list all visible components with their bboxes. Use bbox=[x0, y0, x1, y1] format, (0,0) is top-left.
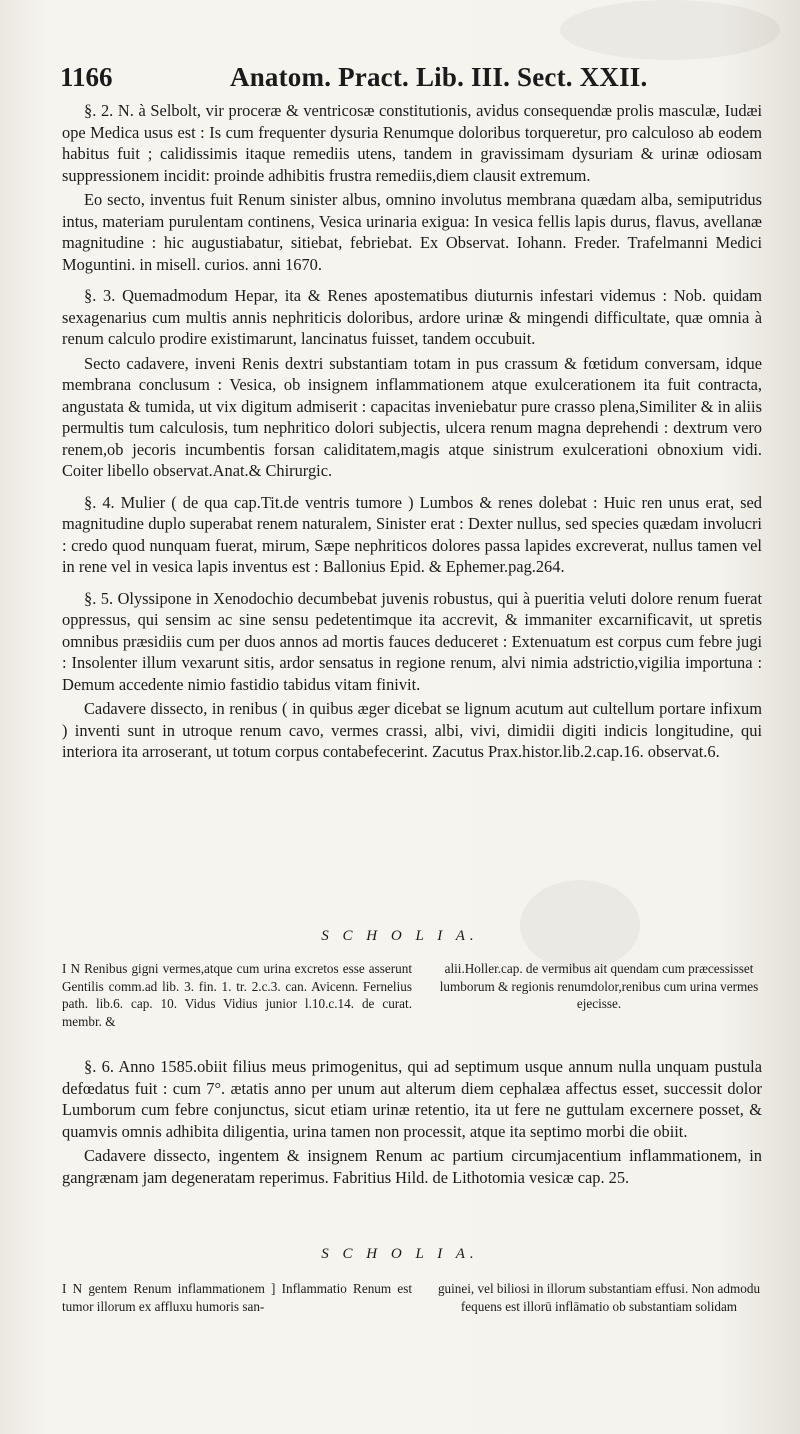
scholia-right-column: alii.Holler.cap. de vermibus ait quendam cum præcessisset lumborum & regionis renumdolor,renibus cum urina vermes ejecisse. bbox=[439, 961, 759, 1011]
paragraph: Secto cadavere, inveni Renis dextri substantiam totam in pus crassum & fœtidum conversam, idque membrana conclusum : Vesica, ob insignem inflammationem atque exulcerationem ita fuit contracta, angustata & tumida, ut vix digitum admiserit : capacitas inveniebatur pure crasso plena,Similiter & in aliis permultis tum calculosis, tum nephritico dolori subjectis, ulcera renum magna deprehendi : dextrum vero renem,ob jecoris incumbentis forsan caliditatem,magis atque sinistrum exulcerationi obnoxium vidi. Coiter libello observat.Anat.& Chirurgic. bbox=[62, 353, 762, 480]
scholia-left-column: I N Renibus gigni vermes,atque cum urina excretos esse asserunt Gentilis comm.ad lib. 3. fin. 1. tr. 2.c.3. can. Avicenn. Fernelius path. lib.6. cap. 10. Vidus Vidius junior l.10.c.14. de curat. membr. & bbox=[62, 961, 412, 1029]
paragraph: §. 6. Anno 1585.obiit filius meus primogenitus, qui ad septimum usque annum nulla unquam pustula defœdatus fuit : cum 7°. ætatis anno per unum aut alterum diem cephalæa affectus esset, successit dolor Lumborum cum febre conjunctus, sicut etiam urinæ retentio, ita ut fere ne guttulam excernere posset, & quamvis omnis adhibita diligentia, urina tamen non processit, atque ita septimo morbi die obiit. bbox=[62, 1057, 762, 1141]
page-header bbox=[60, 62, 780, 96]
paper-stain bbox=[560, 0, 780, 60]
paragraph: §. 3. Quemadmodum Hepar, ita & Renes apostematibus diuturnis infestari videmus : Nob. quidam sexagenarius cum multis annis nephriticis doloribus, ardore urinæ & mingendi difficultate, quæ omnia à renum calculo prodire existimarunt, lancinatus fuisset, tandem occubuit. bbox=[62, 286, 762, 348]
paragraph: Cadavere dissecto, ingentem & insignem Renum ac partium circumjacentium inflammationem, in gangrænam jam degeneratam reperimus. Fabritius Hild. de Lithotomia vesicæ cap. 25. bbox=[62, 1146, 762, 1187]
scholia-right-column: guinei, vel biliosi in illorum substantiam effusi. Non admodu fequens est illorū inflāmatio ob substantiam solidam bbox=[437, 1281, 761, 1314]
scholia-block bbox=[62, 960, 764, 1030]
paragraph: §. 2. N. à Selbolt, vir proceræ & ventricosæ constitutionis, avidus consequendæ prolis masculæ, Iudæi ope Medica usus est : Is cum frequenter dysuria Renumque doloribus torqueretur, pro calculoso ab eodem habitus fuit ; calidissimis itaque remediis utens, tandem in gravissimam dysuriam & urinæ odiosam suppressionem incidit: proinde adhibitis frustra remediis,diem clausit extremum. bbox=[62, 101, 762, 185]
scholia-block bbox=[62, 1280, 764, 1315]
page-number: 1166 bbox=[60, 62, 113, 92]
paragraph: Eo secto, inventus fuit Renum sinister albus, omnino involutus membrana quædam alba, semiputridus intus, materiam purulentam continens, Vesica urinaria exigua: In vesica fellis lapis durus, flavus, avellanæ magnitudine : hic augustiabatur, sitiebat, febriebat. Ex Observat. Iohann. Freder. Trafelmanni Medici Moguntini. in misell. curios. anni 1670. bbox=[62, 190, 762, 274]
scholia-heading: S C H O L I A. bbox=[321, 928, 479, 944]
body-text bbox=[62, 1056, 762, 1191]
paper-stain bbox=[520, 880, 640, 970]
paragraph: Cadavere dissecto, in renibus ( in quibus æger dicebat se lignum acutum aut cultellum portare infixum ) inventi sunt in utroque renum cavo, vermes crassi, albi, vivi, dimidii digiti indicis longitudine, qui interiora ita arroserant, ut totum corpus contabefecerint. Zacutus Prax.histor.lib.2.cap.16. observat.6. bbox=[62, 699, 762, 761]
scholia-heading: S C H O L I A. bbox=[321, 1246, 479, 1262]
scholia-left-column: I N gentem Renum inflammationem ] Inflammatio Renum est tumor illorum ex affluxu humoris san- bbox=[62, 1281, 412, 1314]
running-title: Anatom. Pract. Lib. III. Sect. XXII. bbox=[230, 62, 648, 92]
paragraph: §. 4. Mulier ( de qua cap.Tit.de ventris tumore ) Lumbos & renes dolebat : Huic ren unus erat, sed magnitudine duplo superabat renem naturalem, Sinister erat : Dexter nullus, sed species quædam involucri : credo quod nunquam fuerat, mirum, Sæpe nephriticos dolores passa lapides excreverat, nullus tamen vel in rene vel in vesica lapis inventus est : Ballonius Epid. & Ephemer.pag.264. bbox=[62, 492, 762, 576]
paragraph: §. 5. Olyssipone in Xenodochio decumbebat juvenis robustus, qui à pueritia veluti dolore renum fuerat oppressus, qui sensim ac sine sensu pedetentimque ita accrevit, & immaniter excarnificavit, ut spretis omnibus præsidiis cum per duos annos ad mortis fauces deduceret : Extenuatum est corpus cum febre jugi : Insolenter illum vexarunt sitis, ardor sensatus in regione renum, alvi nimia adstrictio,vigilia importuna : Demum accedente nimio fastidio tabidus vitam finivit. bbox=[62, 588, 762, 694]
body-text bbox=[62, 100, 762, 766]
